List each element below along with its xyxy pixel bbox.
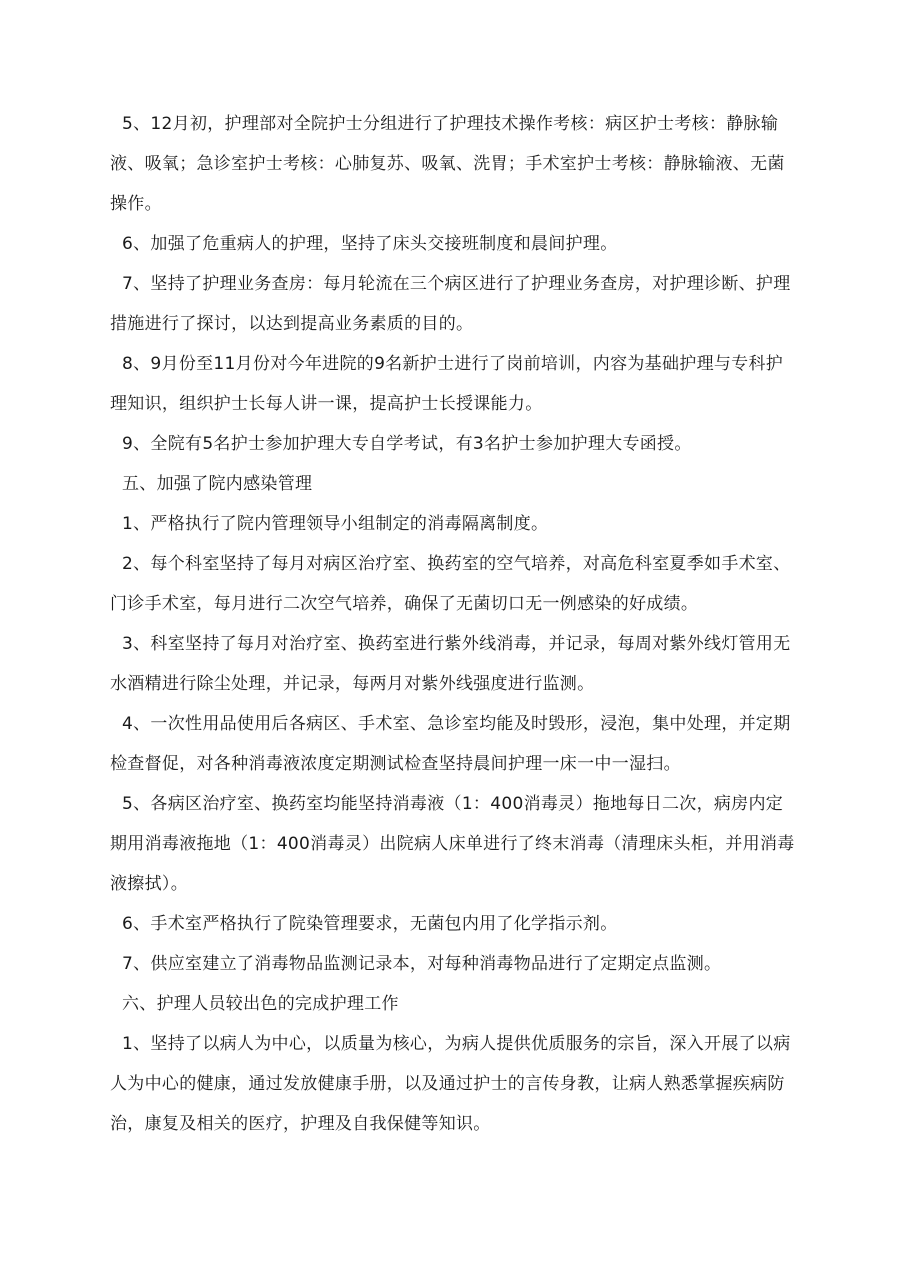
document-body: [110, 104, 800, 1144]
paragraph-item-9-exams: 9、全院有5名护士参加护理大专自学考试，有3名护士参加护理大专函授。: [122, 434, 692, 454]
paragraph-item-2-air-culture: 2、每个科室坚持了每月对病区治疗室、换药室的空气培养，对高危科室夏季如手术室、门诊手术室，每月进行二次空气培养，确保了无菌切口无一例感染的好成绩。: [110, 554, 791, 614]
paragraph-item-5-skills-assessment: 5、12月初，护理部对全院护士分组进行了护理技术操作考核：病区护士考核：静脉输液、吸氧；急诊室护士考核：心肺复苏、吸氧、洗胃；手术室护士考核：静脉输液、无菌操作。: [110, 114, 785, 214]
paragraph-item-7-supply-room: 7、供应室建立了消毒物品监测记录本，对每种消毒物品进行了定期定点监测。: [122, 954, 722, 974]
paragraph-item-6-operating-room: 6、手术室严格执行了院染管理要求，无菌包内用了化学指示剂。: [122, 914, 618, 934]
section-heading-infection-control: 五、加强了院内感染管理: [122, 474, 313, 494]
paragraph-item-1-patient-centered: 1、坚持了以病人为中心，以质量为核心，为病人提供优质服务的宗旨，深入开展了以病人为中心的健康，通过发放健康手册，以及通过护士的言传身教，让病人熟悉掌握疾病防治，康复及相关的医疗，护理及自我保健等知识。: [110, 1034, 791, 1134]
paragraph-item-7-nursing-rounds: 7、坚持了护理业务查房：每月轮流在三个病区进行了护理业务查房，对护理诊断、护理措施进行了探讨，以达到提高业务素质的目的。: [110, 274, 791, 334]
paragraph-item-5-floor-disinfection: 5、各病区治疗室、换药室均能坚持消毒液（1：400消毒灵）拖地每日二次，病房内定期用消毒液拖地（1：400消毒灵）出院病人床单进行了终末消毒（清理床头柜，并用消毒液擦拭）。: [110, 794, 795, 894]
paragraph-item-8-new-nurse-training: 8、9月份至11月份对今年进院的9名新护士进行了岗前培训，内容为基础护理与专科护理知识，组织护士长每人讲一课，提高护士长授课能力。: [110, 354, 784, 414]
paragraph-item-6-critical-care: 6、加强了危重病人的护理，坚持了床头交接班制度和晨间护理。: [122, 234, 618, 254]
paragraph-item-1-disinfection-system: 1、严格执行了院内管理领导小组制定的消毒隔离制度。: [122, 514, 549, 534]
paragraph-item-4-disposables: 4、一次性用品使用后各病区、手术室、急诊室均能及时毁形，浸泡，集中处理，并定期检查督促，对各种消毒液浓度定期测试检查坚持晨间护理一床一中一湿扫。: [110, 714, 791, 774]
paragraph-item-3-uv-disinfection: 3、科室坚持了每月对治疗室、换药室进行紫外线消毒，并记录，每周对紫外线灯管用无水酒精进行除尘处理，并记录，每两月对紫外线强度进行监测。: [110, 634, 791, 694]
section-heading-nursing-work: 六、护理人员较出色的完成护理工作: [122, 994, 399, 1014]
